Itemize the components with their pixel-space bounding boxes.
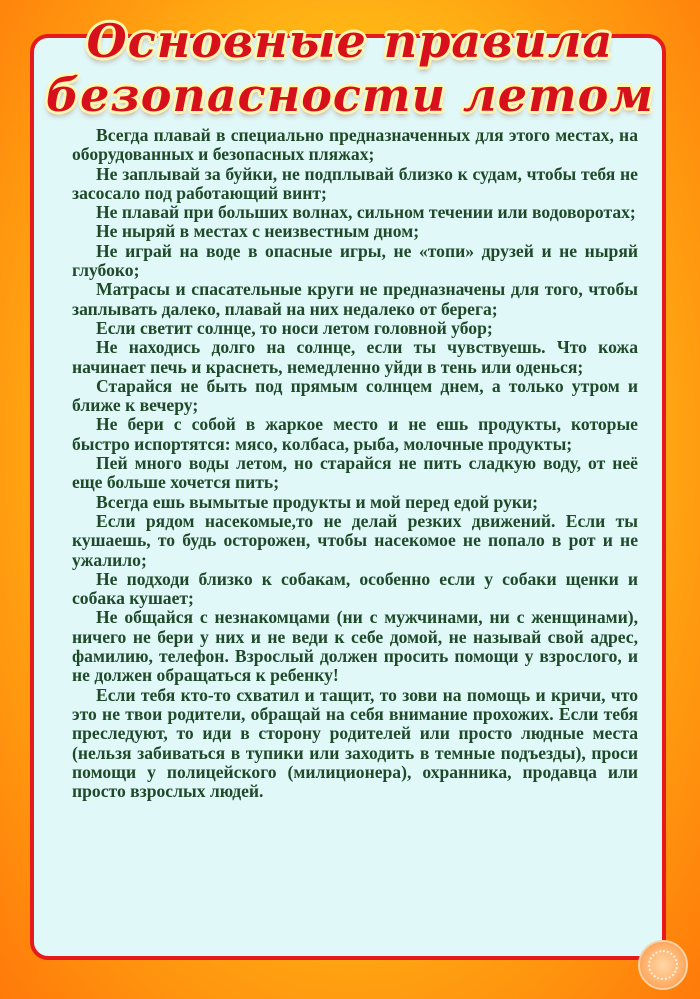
rule-paragraph: Всегда плавай в специально предназначенных для этого местах, на оборудованных и безопасных пляжах; [72, 125, 638, 165]
title-line-1: Основные правила [86, 14, 614, 68]
logo-ring [648, 950, 678, 980]
rule-paragraph: Старайся не быть под прямым солнцем днем, а только утром и ближе к вечеру; [72, 375, 638, 416]
rule-paragraph: Если тебя кто-то схватил и тащит, то зови на помощь и кричи, что это не твои родители, обращай на себя внимание прохожих. Если тебя преследуют, то иди в сторону родителей или просто людные места (нельзя забиваться в тупики или заходить в темные подъезды), проси помощи у полицейского (милиционера), охранника, продавца или просто взрослых людей. [72, 684, 638, 802]
rule-paragraph: Пей много воды летом, но старайся не пить сладкую воду, от неё еще больше хочется пить; [72, 453, 638, 493]
rule-paragraph: Всегда ешь вымытые продукты и мой перед едой руки; [96, 491, 539, 512]
rule-paragraph: Матрасы и спасательные круги не предназначены для того, чтобы заплывать далеко, плавай на них недалеко от берега; [72, 279, 638, 319]
rule-paragraph: Не общайся с незнакомцами (ни с мужчинами, ни с женщинами), ничего не бери у них и не веди к себе домой, не называй свой адрес, фамилию, телефон. Взрослый должен просить помощи у взрослого, и не должен обращаться к ребенку! [72, 607, 638, 686]
rule-paragraph: Не играй на воде в опасные игры, не «топи» друзей и не ныряй глубоко; [72, 240, 638, 281]
rule-paragraph: Не находись долго на солнце, если ты чувствуешь. Что кожа начинает печь и краснеть, немедленно уйди в тень или оденься; [72, 337, 638, 377]
rules-list [72, 126, 638, 801]
poster-title [0, 0, 700, 130]
rule-paragraph: Не заплывай за буйки, не подплывай близко к судам, чтобы тебя не засосало под работающий винт; [72, 163, 638, 203]
rule-paragraph: Не плавай при больших волнах, сильном течении или водоворотах; [96, 202, 636, 223]
rule-paragraph: Не ныряй в местах с неизвестным дном; [96, 221, 420, 242]
publisher-logo-icon [638, 940, 688, 990]
rule-paragraph: Не бери с собой в жаркое место и не ешь продукты, которые быстро испортятся: мясо, колбаса, рыба, молочные продукты; [72, 414, 638, 454]
rule-paragraph: Не подходи близко к собакам, особенно если у собаки щенки и собака кушает; [72, 568, 638, 609]
rule-paragraph: Если светит солнце, то носи летом головной убор; [96, 317, 493, 338]
rule-paragraph: Если рядом насекомые,то не делай резких движений. Если ты кушаешь, то будь осторожен, чтобы насекомое не попало в рот и не ужалило; [72, 510, 638, 570]
title-line-2: безопасности летом [45, 68, 655, 122]
